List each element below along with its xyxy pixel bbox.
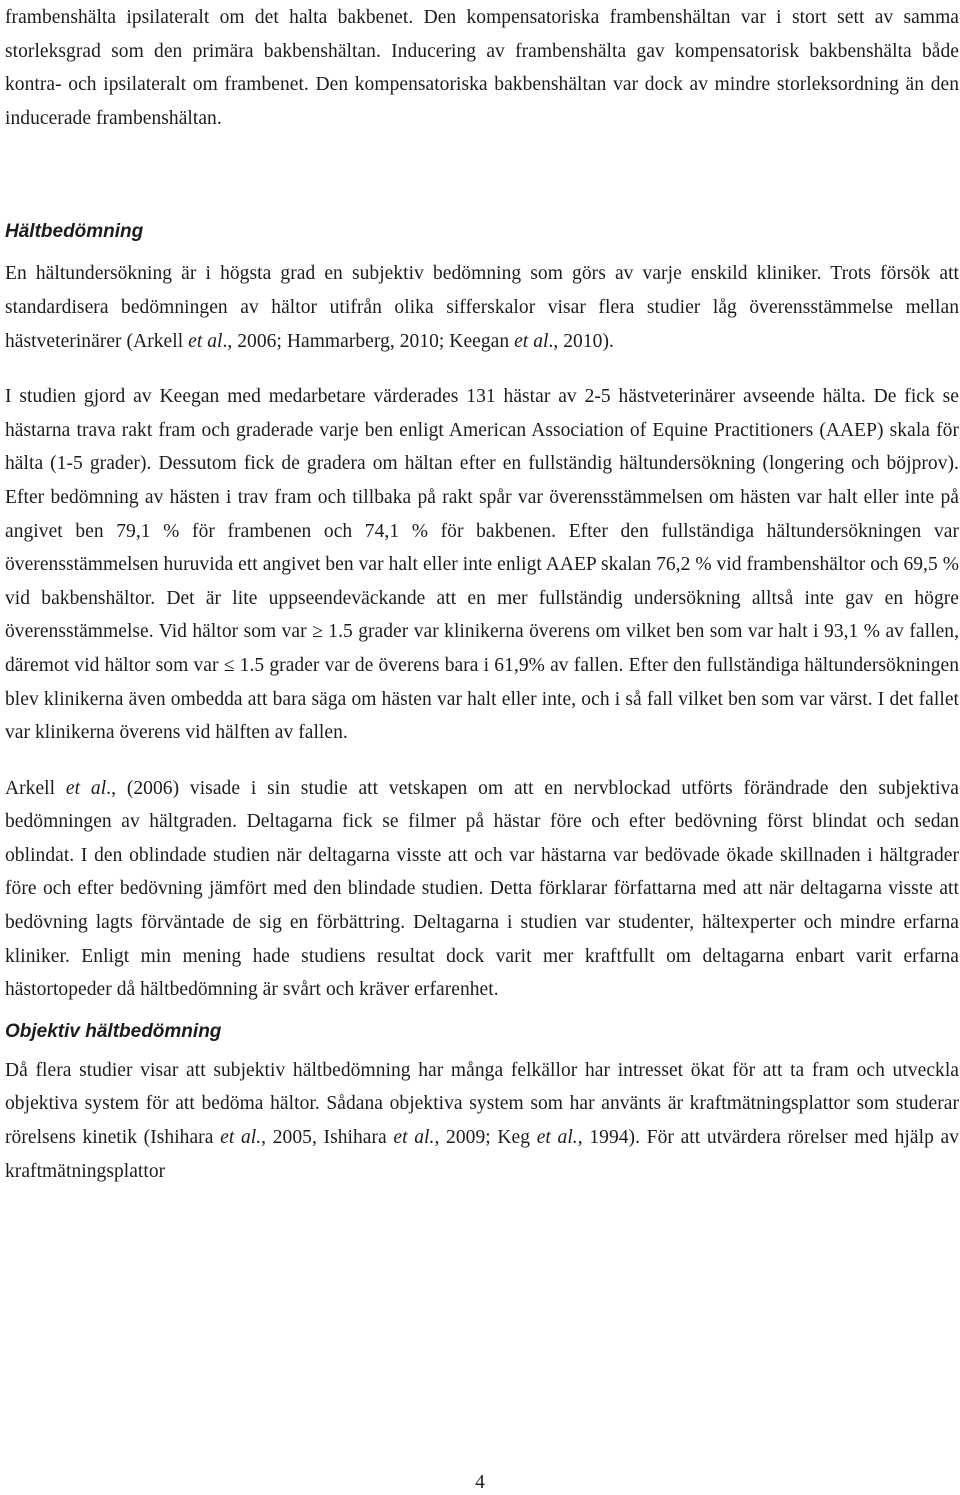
text-segment: ., 2010). xyxy=(548,330,614,352)
section-heading-objektiv-haltbedomning: Objektiv hältbedömning xyxy=(5,1020,222,1042)
citation-et-al: et al. xyxy=(393,1127,435,1149)
text-segment: En hältundersökning är i högsta grad en subjektiv bedömning som görs av varje enskild kliniker. Trots försök att standardisera bedömningen av hältor utifrån olika sifferskalor visar flera studier låg överensstämmelse mellan hästveterinärer (Arkell xyxy=(5,263,959,352)
text-segment: , 1994). För att utvärdera rörelser med hjälp av kraftmätningsplattor xyxy=(5,1127,960,1182)
citation-et-al: et al xyxy=(514,330,549,352)
text-segment: Arkell xyxy=(5,777,66,799)
intro-paragraph: frambenshälta ipsilateralt om det halta bakbenet. Den kompensatoriska frambenshältan var i stort sett av samma storleksgrad som den primära bakbenshältan. Inducering av frambenshälta gav kompensatorisk bakbenshälta både kontra- och ipsilateralt om frambenet. Den kompensatoriska bakbenshältan var dock av mindre storleksordning än den inducerade frambenshältan. xyxy=(5,7,959,129)
document-page xyxy=(5,0,959,1188)
citation-et-al: et al xyxy=(188,330,223,352)
citation-et-al: et al. xyxy=(536,1127,578,1149)
text-segment: Då flera studier visar att subjektiv hältbedömning har många felkällor har intresset ökat för att ta fram och utveckla objektiva system för att bedöma hältor. Sådana objektiva system som har använts är kraftmätningsplattor som studerar rörelsens kinetik (Ishihara xyxy=(5,1059,959,1149)
citation-et-al: et al xyxy=(65,777,107,799)
page-number: 4 xyxy=(475,1472,485,1493)
less-equal-symbol: ≤ xyxy=(223,654,235,676)
text-segment: 1.5 grader var klinikerna överens om vilket ben som var halt i 93,1 % av fallen, däremot vid hältor som var xyxy=(5,621,959,676)
paragraph-objective-systems xyxy=(5,1054,959,1188)
paragraph-subjective-assessment xyxy=(5,257,959,358)
paragraph-arkell-study xyxy=(5,772,959,1007)
text-segment: , 2009; Keg xyxy=(434,1127,537,1149)
greater-equal-symbol: ≥ xyxy=(312,621,323,643)
text-segment: ., 2006; Hammarberg, 2010; Keegan xyxy=(222,330,515,352)
paragraph-spacer xyxy=(5,358,959,380)
section-heading-haltbedomning: Hältbedömning xyxy=(5,221,144,243)
paragraph-spacer xyxy=(5,750,959,772)
text-segment: , 2005, Ishihara xyxy=(261,1127,394,1149)
paragraph-keegan-study xyxy=(5,380,959,750)
text-segment: 1.5 grader var de överens bara i 61,9% av fallen. Efter den fullständiga hältundersökningen blev klinikerna även ombedda att bara säga om hästen var halt eller inte, och i så fall vilket ben som var värst. I det fallet var klinikerna överens vid hälften av fallen. xyxy=(5,654,960,744)
text-segment: I studien gjord av Keegan med medarbetare värderades 131 hästar av 2-5 hästveterinärer avseende hälta. De fick se hästarna trava rakt fram och graderade varje ben enligt American Association of Equine Practitioners (AAEP) skala för hälta (1-5 grader). Dessutom fick de gradera om hältan efter en fullständig hältundersökning (longering och böjprov). Efter bedömning av hästen i trav fram och tillbaka på rakt spår var överensstämmelsen om hästen var halt eller inte på angivet ben 79,1 % för frambenen och 74,1 % för bakbenen. Efter den fullständiga hältundersökningen var överensstämmelsen huruvida ett angivet ben var halt eller inte enligt AAEP skalan 76,2 % vid frambenshältor och 69,5 % vid bakbenshältor. Det är lite uppseendeväckande att en mer fullständig undersökning alltså inte gav en högre överensstämmelse. Vid hältor som var xyxy=(5,386,959,643)
citation-et-al: et al. xyxy=(220,1127,262,1149)
text-segment: ., (2006) visade i sin studie att vetskapen om att en nervblockad utförts förändrade den subjektiva bedömningen av hältgraden. Deltagarna fick se filmer på hästar före och efter bedövning först blindat och sedan oblindat. I den oblindade studien när deltagarna visste att och var hästarna var bedövade ökade skillnaden i hältgrader före och efter bedövning jämfört med den blindade studien. Detta förklarar författarna med att när deltagarna visste att bedövning lagts förväntade de sig en förbättring. Deltagarna i studien var studenter, hältexperter och mindre erfarna kliniker. Enligt min mening hade studiens resultat dock varit mer kraftfullt om deltagarna enbart varit erfarna hästortopeder då hältbedömning är svårt och kräver erfarenhet. xyxy=(5,777,959,1001)
